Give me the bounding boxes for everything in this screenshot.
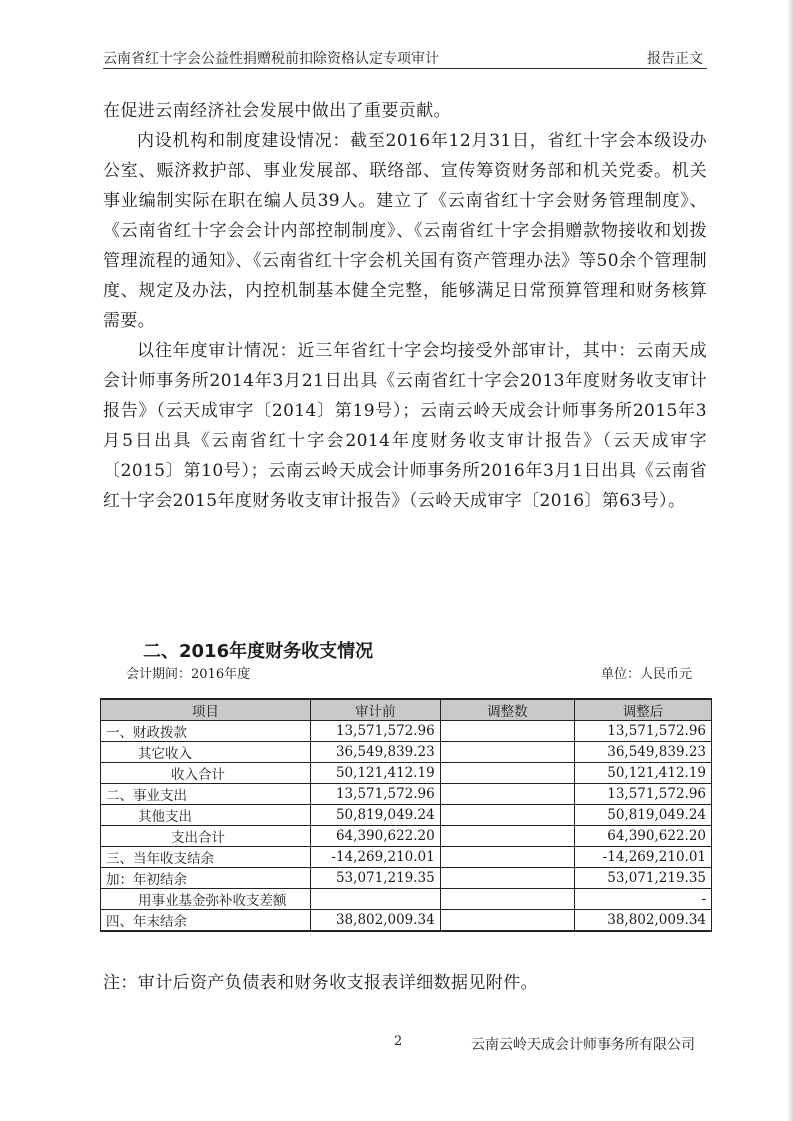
row-before: 64,390,622.20 <box>310 826 440 847</box>
row-adjustment <box>440 868 574 889</box>
row-adjustment <box>440 889 574 910</box>
paragraph-prior-audits: 以往年度审计情况：近三年省红十字会均接受外部审计，其中：云南天成会计师事务所2014年3月21日出具《云南省红十字会2013年度财务收支审计报告》（云天成审字〔2014〕第19号）；云南云岭天成会计师事务所2015年3月5日出具《云南省红十字会2014年度财务收支审计报告》（云天成审字〔2015〕第10号）；云南云岭天成会计师事务所2016年3月1日出具《云南省红十字会2015年度财务收支审计报告》（云岭天成审字〔2016〕第63号）。 <box>103 341 707 511</box>
row-after: 36,549,839.23 <box>575 742 712 763</box>
row-adjustment <box>440 742 574 763</box>
row-after: 50,819,049.24 <box>575 805 712 826</box>
table-row <box>101 784 712 805</box>
header-title: 云南省红十字会公益性捐赠税前扣除资格认定专项审计 <box>103 51 439 67</box>
paragraph-internal-structure: 内设机构和制度建设情况：截至2016年12月31日，省红十字会本级设办公室、赈济救护部、事业发展部、联络部、宣传筹资财务部和机关党委。机关事业编制实际在职在编人员39人。建立了《云南省红十字会财务管理制度》、《云南省红十字会会计内部控制制度》、《云南省红十字会捐赠款物接收和划拨管理流程的通知》、《云南省红十字会机关国有资产管理办法》等50余个管理制度、规定及办法，内控机制基本健全完整，能够满足日常预算管理和财务核算需要。 <box>103 131 707 331</box>
row-after: 13,571,572.96 <box>575 721 712 742</box>
table-row <box>101 826 712 847</box>
header-item: 项目 <box>101 699 311 721</box>
footer-firm-name: 云南云岭天成会计师事务所有限公司 <box>471 1037 695 1053</box>
section-title: 二、2016年度财务收支情况 <box>143 641 374 662</box>
table-row <box>101 763 712 784</box>
paragraph-continuation: 在促进云南经济社会发展中做出了重要贡献。 <box>103 101 451 121</box>
header-divider <box>103 68 707 69</box>
row-after: - <box>575 889 712 910</box>
row-item: 二、事业支出 <box>101 784 311 805</box>
row-before: 53,071,219.35 <box>310 868 440 889</box>
scan-edge-shadow <box>787 0 793 1121</box>
row-adjustment <box>440 784 574 805</box>
header-tag: 报告正文 <box>647 51 703 67</box>
row-adjustment <box>440 763 574 784</box>
row-item: 支出合计 <box>101 826 311 847</box>
row-after: -14,269,210.01 <box>575 847 712 868</box>
report-body <box>103 96 707 516</box>
row-item: 一、财政拨款 <box>101 721 311 742</box>
row-item: 四、年末结余 <box>101 910 311 932</box>
table-header-row <box>101 699 712 721</box>
table-row <box>101 889 712 910</box>
row-after: 38,802,009.34 <box>575 910 712 932</box>
row-after: 53,071,219.35 <box>575 868 712 889</box>
row-after: 50,121,412.19 <box>575 763 712 784</box>
row-after: 13,571,572.96 <box>575 784 712 805</box>
row-after: 64,390,622.20 <box>575 826 712 847</box>
row-item: 其他支出 <box>101 805 311 826</box>
table-row <box>101 742 712 763</box>
page-header <box>103 46 703 68</box>
financial-table <box>100 698 712 932</box>
table-row <box>101 910 712 932</box>
row-adjustment <box>440 910 574 932</box>
row-item: 收入合计 <box>101 763 311 784</box>
row-before: -14,269,210.01 <box>310 847 440 868</box>
table-note: 注：审计后资产负债表和财务收支报表详细数据见附件。 <box>103 973 538 993</box>
row-before: 13,571,572.96 <box>310 784 440 805</box>
table-row <box>101 721 712 742</box>
table-row <box>101 847 712 868</box>
row-before: 36,549,839.23 <box>310 742 440 763</box>
row-before <box>310 889 440 910</box>
table-meta <box>126 663 692 683</box>
page-number: 2 <box>394 1034 403 1049</box>
header-before: 审计前 <box>310 699 440 721</box>
row-before: 38,802,009.34 <box>310 910 440 932</box>
header-after: 调整后 <box>575 699 712 721</box>
row-before: 13,571,572.96 <box>310 721 440 742</box>
row-before: 50,121,412.19 <box>310 763 440 784</box>
row-adjustment <box>440 721 574 742</box>
accounting-period: 会计期间：2016年度 <box>126 667 251 682</box>
row-before: 50,819,049.24 <box>310 805 440 826</box>
row-adjustment <box>440 847 574 868</box>
currency-unit: 单位：人民币元 <box>600 667 692 682</box>
row-item: 其它收入 <box>101 742 311 763</box>
row-item: 三、当年收支结余 <box>101 847 311 868</box>
row-adjustment <box>440 805 574 826</box>
row-adjustment <box>440 826 574 847</box>
row-item: 加：年初结余 <box>101 868 311 889</box>
row-item: 用事业基金弥补收支差额 <box>101 889 311 910</box>
header-adjustment: 调整数 <box>440 699 574 721</box>
table-row <box>101 868 712 889</box>
table-row <box>101 805 712 826</box>
